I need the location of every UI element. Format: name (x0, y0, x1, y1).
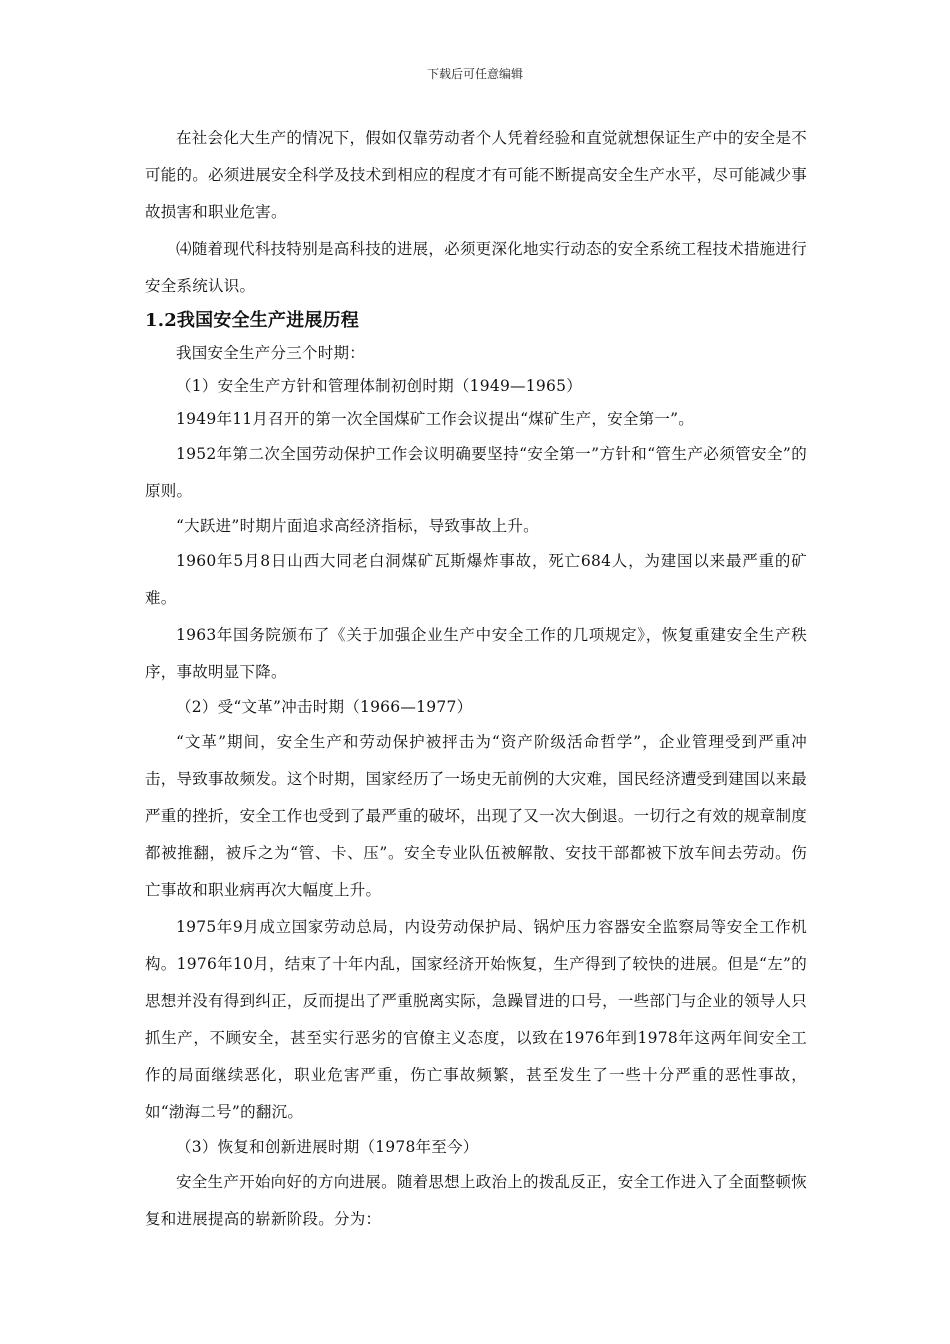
paragraph-1: 在社会化大生产的情况下，假如仅靠劳动者个人凭着经验和直觉就想保证生产中的安全是不可能的。必须进展安全科学及技术到相应的程度才有可能不断提高安全生产水平，尽可能减少事故损害和职业危害。 (145, 129, 807, 221)
paragraph-6: 1952年第二次全国劳动保护工作会议明确要坚持“安全第一”方针和“管生产必须管安全”的原则。 (145, 445, 807, 500)
paragraph-14: 安全生产开始向好的方向进展。随着思想上政治上的拨乱反正，安全工作进入了全面整顿恢复和进展提高的崭新阶段。分为： (145, 1173, 807, 1228)
paragraph-2: ⑷随着现代科技特别是高科技的进展，必须更深化地实行动态的安全系统工程技术措施进行安全系统认识。 (145, 240, 807, 295)
paragraph-3: 我国安全生产分三个时期： (176, 344, 366, 362)
paragraph-11: “文革”期间，安全生产和劳动保护被抨击为“资产阶级活命哲学”，企业管理受到严重冲击，导致事故频发。这个时期，国家经历了一场史无前例的大灾难，国民经济遭受到建国以来最严重的挫折，安全工作也受到了最严重的破坏，出现了又一次大倒退。一切行之有效的规章制度都被推翻，被斥之为“管、卡、压”。安全专业队伍被解散、安技干部都被下放车间去劳动。伤亡事故和职业病再次大幅度上升。 (145, 733, 807, 899)
paragraph-8: 1960年5月8日山西大同老白洞煤矿瓦斯爆炸事故，死亡684人，为建国以来最严重的矿难。 (145, 552, 807, 607)
period-heading-2: （2）受“文革”冲击时期（1966—1977） (176, 698, 473, 716)
section-heading: 1.2我国安全生产进展历程 (145, 310, 359, 331)
paragraph-12: 1975年9月成立国家劳动总局，内设劳动保护局、锅炉压力容器安全监察局等安全工作机构。1976年10月，结束了十年内乱，国家经济开始恢复，生产得到了较快的进展。但是“左”的思想并没有得到纠正，反而提出了严重脱离实际，急躁冒进的口号，一些部门与企业的领导人只抓生产，不顾安全，甚至实行恶劣的官僚主义态度，以致在1976年到1978年这两年间安全工作的局面继续恶化，职业危害严重，伤亡事故频繁，甚至发生了一些十分严重的恶性事故，如“渤海二号”的翻沉。 (145, 918, 807, 1121)
paragraph-9: 1963年国务院颁布了《关于加强企业生产中安全工作的几项规定》，恢复重建安全生产秩序，事故明显下降。 (145, 626, 807, 681)
paragraph-7: “大跃进”时期片面追求高经济指标，导致事故上升。 (176, 517, 539, 535)
paragraph-5: 1949年11月召开的第一次全国煤矿工作会议提出“煤矿生产，安全第一”。 (176, 410, 695, 428)
page-header: 下载后可任意编辑 (426, 67, 523, 81)
period-heading-1: （1）安全生产方针和管理体制初创时期（1949—1965） (176, 377, 583, 395)
document-body (145, 120, 807, 1238)
period-heading-3: （3）恢复和创新进展时期（1978年至今） (176, 1138, 479, 1156)
